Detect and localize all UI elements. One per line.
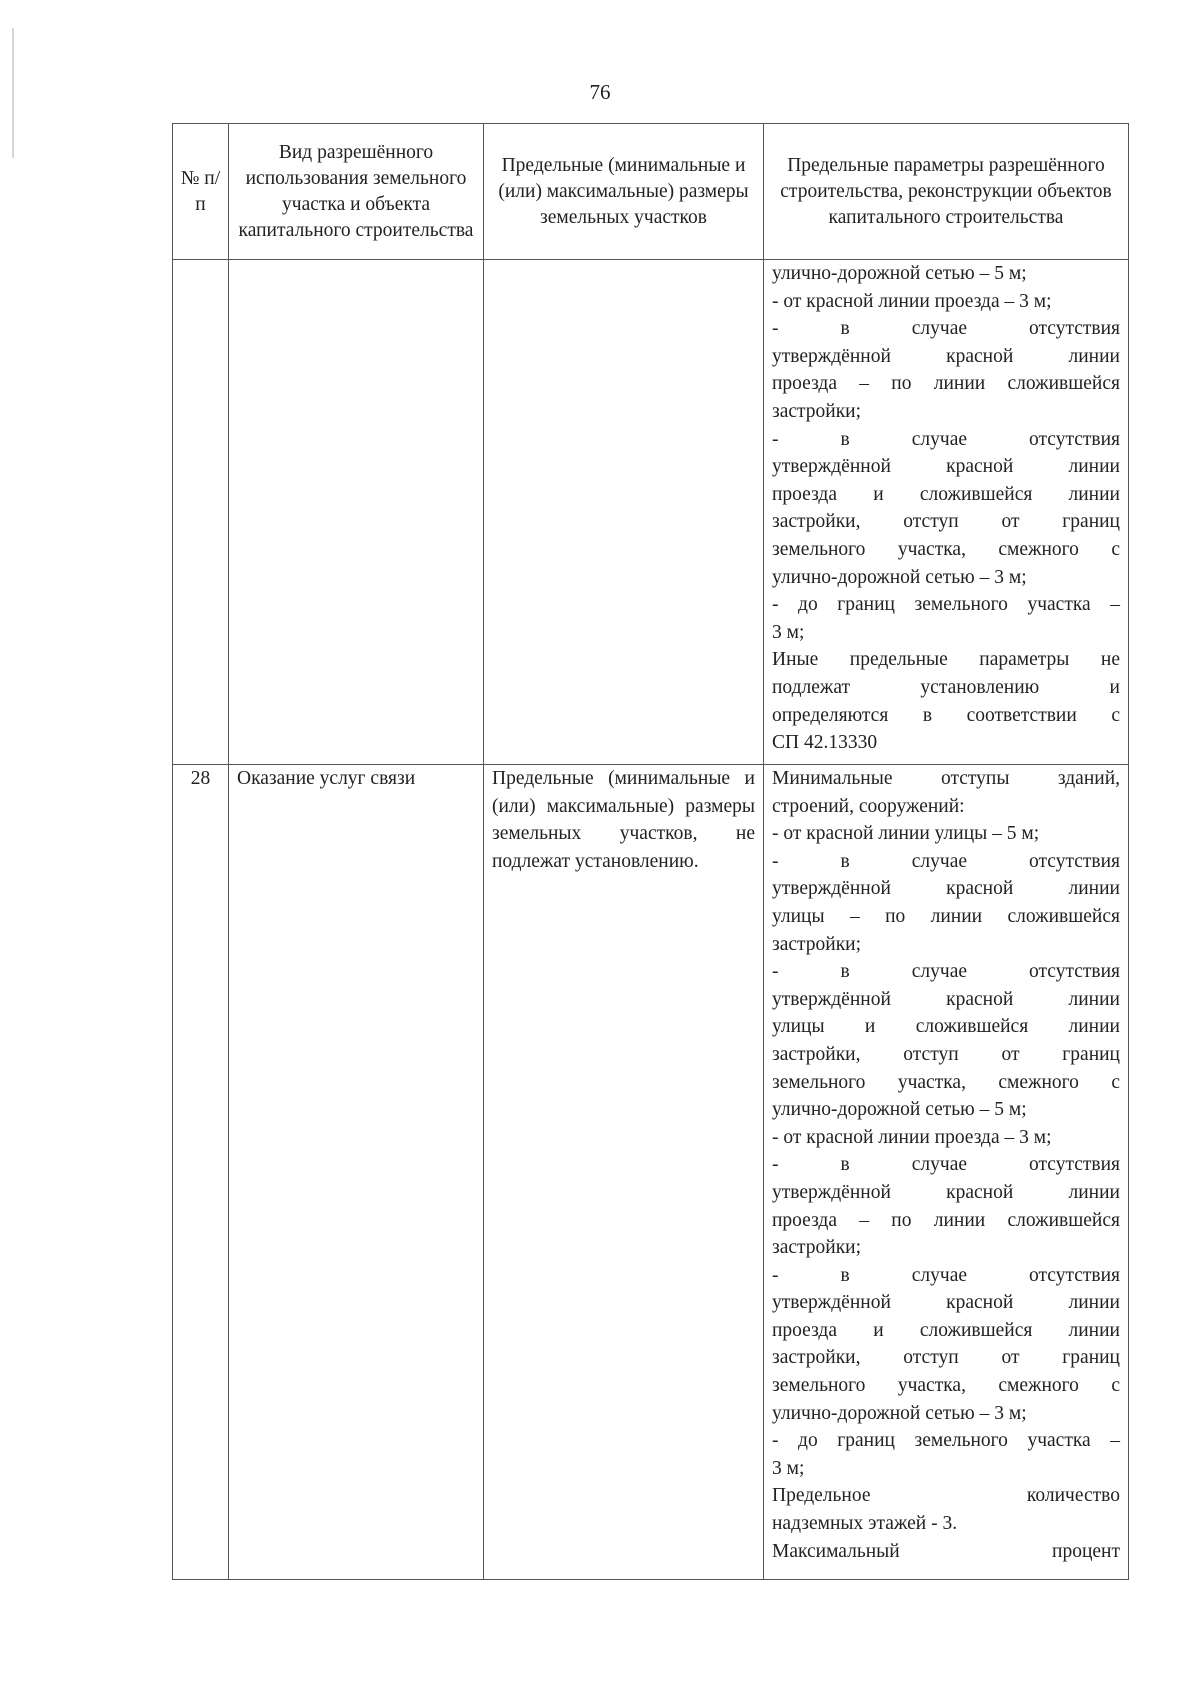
params-line: - в случае отсутствия <box>772 428 1120 450</box>
params-line: земельного участка, смежного с <box>772 1071 1120 1093</box>
params-line: - в случае отсутствия <box>772 961 1120 983</box>
params-line: - в случае отсутствия <box>772 318 1120 340</box>
params-line: застройки, отступ от границ <box>772 511 1120 533</box>
header-num: № п/п <box>173 124 229 260</box>
params-line: земельного участка, смежного с <box>772 1375 1120 1397</box>
params-line: - до границ земельного участка – <box>772 594 1120 616</box>
params-line: утверждённой красной линии <box>772 1292 1120 1314</box>
params-line: утверждённой красной линии <box>772 988 1120 1010</box>
params-line: надземных этажей - 3. <box>772 1513 958 1535</box>
header-permitted-use: Вид разрешённого использования земельного участка и объекта капитального строительства <box>229 124 484 260</box>
params-line: застройки, отступ от границ <box>772 1043 1120 1065</box>
cell-num <box>173 260 229 765</box>
params-line: Минимальные отступы зданий, <box>772 768 1120 789</box>
cell-permitted-use <box>229 260 484 765</box>
cell-permitted-use: Оказание услуг связи <box>229 765 484 1580</box>
params-line: СП 42.13330 <box>772 732 878 754</box>
params-text-block <box>772 260 1120 757</box>
params-line: 3 м; <box>772 1457 805 1479</box>
params-line: - от красной линии улицы – 5 м; <box>772 823 1040 845</box>
cell-num: 28 <box>173 765 229 1580</box>
params-line: застройки; <box>772 1237 862 1259</box>
params-line: Предельное количество <box>772 1485 1120 1507</box>
params-line: проезда – по линии сложившейся <box>772 1209 1120 1231</box>
page-number: 76 <box>589 80 611 104</box>
params-line: строений, сооружений: <box>772 795 965 817</box>
params-text-block <box>772 765 1120 1565</box>
params-line: - до границ земельного участка – <box>772 1430 1120 1452</box>
cell-construction-params <box>764 765 1129 1580</box>
params-line: улицы – по линии сложившейся <box>772 905 1120 927</box>
params-line: утверждённой красной линии <box>772 456 1120 478</box>
params-line: определяются в соответствии с <box>772 704 1120 726</box>
header-construction-params: Предельные параметры разрешённого строительства, реконструкции объектов капитального строительства <box>764 124 1129 260</box>
table-row-continuation <box>173 260 1129 765</box>
params-line: улично-дорожной сетью – 5 м; <box>772 263 1027 284</box>
params-line: застройки, отступ от границ <box>772 1347 1120 1369</box>
cell-plot-sizes: Предельные (минимальные и (или) максимальные) размеры земельных участков, не подлежат установлению. <box>484 765 764 1580</box>
params-line: земельного участка, смежного с <box>772 538 1120 560</box>
params-line: улицы и сложившейся линии <box>772 1016 1120 1038</box>
cell-construction-params <box>764 260 1129 765</box>
params-line: проезда – по линии сложившейся <box>772 373 1120 395</box>
params-line: Максимальный процент <box>772 1540 1120 1562</box>
params-line: улично-дорожной сетью – 3 м; <box>772 1402 1027 1424</box>
params-line: улично-дорожной сетью – 5 м; <box>772 1099 1027 1121</box>
params-line: - в случае отсутствия <box>772 850 1120 872</box>
params-line: утверждённой красной линии <box>772 345 1120 367</box>
params-line: - в случае отсутствия <box>772 1154 1120 1176</box>
params-line: застройки; <box>772 400 862 422</box>
params-line: проезда и сложившейся линии <box>772 1319 1120 1341</box>
params-line: - от красной линии проезда – 3 м; <box>772 290 1052 312</box>
table-header-row <box>173 124 1129 260</box>
header-plot-sizes: Предельные (минимальные и (или) максимальные) размеры земельных участков <box>484 124 764 260</box>
params-line: - от красной линии проезда – 3 м; <box>772 1126 1052 1148</box>
params-line: подлежат установлению и <box>772 676 1120 698</box>
land-use-regulations-table <box>172 123 1129 1580</box>
params-line: проезда и сложившейся линии <box>772 483 1120 505</box>
params-line: утверждённой красной линии <box>772 878 1120 900</box>
params-line: застройки; <box>772 933 862 955</box>
table-row-28 <box>173 765 1129 1580</box>
cell-plot-sizes <box>484 260 764 765</box>
params-line: утверждённой красной линии <box>772 1181 1120 1203</box>
params-line: - в случае отсутствия <box>772 1264 1120 1286</box>
params-line: 3 м; <box>772 621 805 643</box>
params-line: Иные предельные параметры не <box>772 649 1120 671</box>
params-line: улично-дорожной сетью – 3 м; <box>772 566 1027 588</box>
